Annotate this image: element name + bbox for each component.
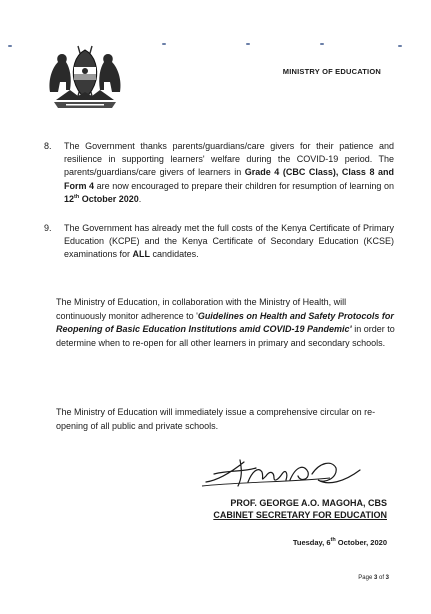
signatory-block (213, 497, 387, 521)
scan-speck (8, 45, 12, 47)
item-text: The Government thanks parents/guardians/care givers for their patience and resilience in supporting learners' welfare during the COVID-19 period. The parents/guardians/care givers of learners in (64, 141, 394, 178)
item-text: are now encouraged to prepare their children for resumption of learning on (94, 180, 394, 191)
page-label: Page (358, 575, 374, 581)
paragraph-text: in order to determine when to re-open for all other learners in primary and secondary schools. (56, 324, 395, 348)
numbered-item-9 (44, 222, 394, 262)
monitoring-paragraph (56, 296, 396, 350)
item-bold-date (64, 194, 139, 204)
date-month-year: October, 2020 (335, 538, 387, 547)
item-number: 9. (44, 223, 52, 233)
circular-paragraph: The Ministry of Education will immediately issue a comprehensive circular on re-opening of all public and private schools. (56, 407, 376, 431)
page-total: 3 (385, 575, 389, 581)
document-date (293, 538, 387, 547)
date-month-year: October 2020 (79, 193, 139, 204)
scan-speck (162, 43, 166, 45)
item-text: candidates. (150, 249, 199, 260)
date-ordinal: th (74, 193, 80, 200)
signatory-name: PROF. GEORGE A.O. MAGOHA, CBS (230, 498, 387, 508)
guidelines-title: Guidelines on Health and Safety Protocols for Reopening of Basic Education Institutions amid COVID-19 Pandemic' (56, 310, 394, 335)
scan-speck (246, 43, 250, 45)
date-day: Tuesday, 6 (292, 538, 331, 547)
kenya-coat-of-arms-icon (44, 40, 126, 110)
date-day: 12 (64, 193, 75, 204)
item-bold-text: ALL (132, 249, 151, 260)
handwritten-signature (200, 452, 370, 492)
scan-speck (398, 45, 402, 47)
item-number: 8. (44, 141, 52, 151)
ministry-header: MINISTRY OF EDUCATION (282, 67, 381, 76)
signatory-title: CABINET SECRETARY FOR EDUCATION (213, 510, 387, 520)
page-number (358, 575, 389, 581)
page-current: 3 (373, 575, 378, 581)
scan-speck (320, 43, 324, 45)
numbered-item-8 (44, 140, 394, 206)
item-bold-text: Grade 4 (CBC Class), Class 8 and Form 4 (64, 167, 394, 191)
page-of: of (377, 575, 386, 581)
item-text: The Government has already met the full costs of the Kenya Certificate of Primary Education (KCPE) and the Kenya Certificate of Secondary Education (KCSE) examinations for (64, 223, 394, 260)
date-ordinal: th (330, 537, 336, 543)
item-text: . (138, 193, 142, 204)
paragraph-text: The Ministry of Education, in collaboration with the Ministry of Health, will continuously monitor adherence to ' (56, 297, 347, 321)
